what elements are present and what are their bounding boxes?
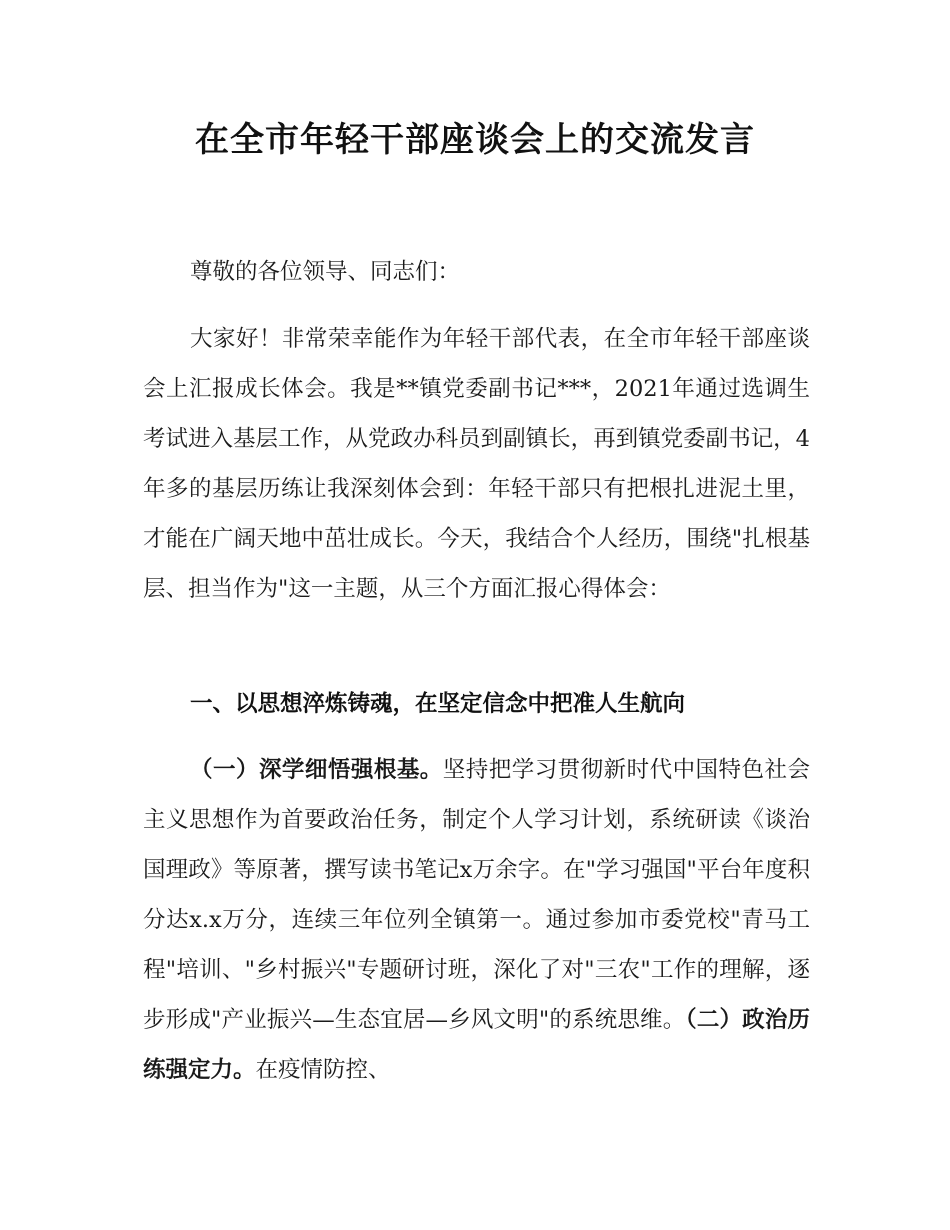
para2-lead: （二）政治历练强定力。 [143,1007,810,1083]
greeting: 尊敬的各位领导、同志们： [190,259,461,285]
document-title: 在全市年轻干部座谈会上的交流发言 [195,120,755,160]
intro-paragraph: 大家好！非常荣幸能作为年轻干部代表，在全市年轻干部座谈会上汇报成长体会。我是**镇党委副书记***，2021年通过选调生考试进入基层工作，从党政办科员到副镇长，再到镇党委副书记，4年多的基层历练让我深刻体会到：年轻干部只有把根扎进泥土里，才能在广阔天地中茁壮成长。今天，我结合个人经历，围绕"扎根基层、担当作为"这一主题，从三个方面汇报心得体会： [143,326,810,602]
para2-text: 在疫情防控、 [255,1057,391,1083]
section-1-paragraph [143,745,810,1095]
para1-lead: （一）深学细悟强根基。 [190,757,443,783]
section-heading-1: 一、以思想淬炼铸魂，在坚定信念中把准人生航向 [190,691,686,717]
para1-text: 坚持把学习贯彻新时代中国特色社会主义思想作为首要政治任务，制定个人学习计划，系统研读《谈治国理政》等原著，撰写读书笔记x万余字。在"学习强国"平台年度积分达x.x万分，连续三年位列全镇第一。通过参加市委党校"青马工程"培训、"乡村振兴"专题研讨班，深化了对"三农"工作的理解，逐步形成"产业振兴—生态宜居—乡风文明"的系统思维。 [143,757,810,1033]
